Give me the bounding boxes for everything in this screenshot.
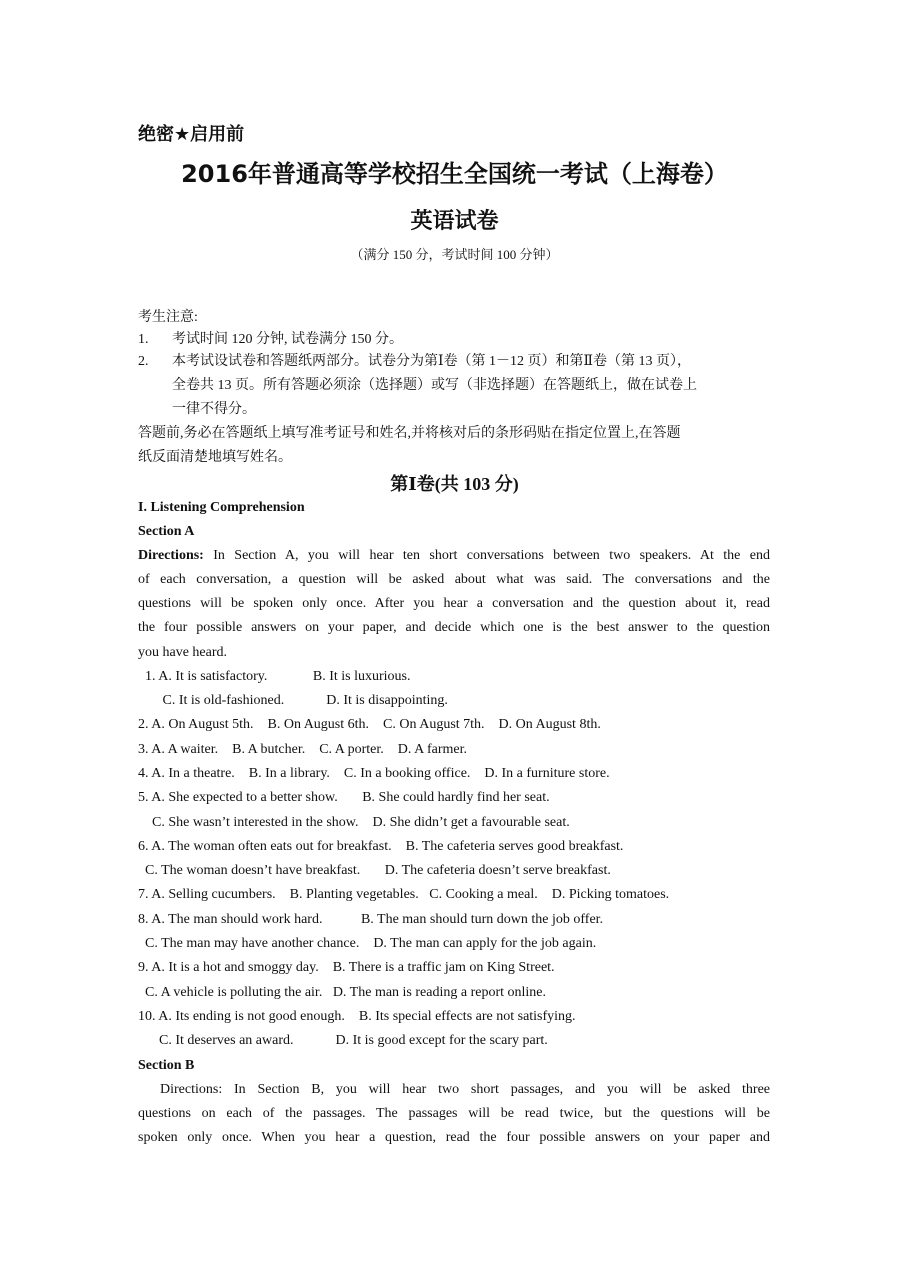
question-line: 3. A. A waiter. B. A butcher. C. A porter. D. A farmer. bbox=[138, 742, 467, 757]
part-title: 第Ⅰ卷(共 103 分) bbox=[390, 474, 519, 494]
section-a-heading: Section A bbox=[138, 524, 195, 539]
subject-title: 英语试卷 bbox=[410, 209, 499, 234]
directions-a-line-5: you have heard. bbox=[138, 645, 228, 660]
notice-item-1-text: 考试时间 120 分钟, 试卷满分 150 分。 bbox=[172, 332, 403, 347]
notice-item-2-line-2: 全卷共 13 页。所有答题必须涂（选择题）或写（非选择题）在答题纸上，做在试卷上 bbox=[172, 378, 697, 393]
directions-a-line-1 bbox=[138, 546, 770, 566]
notice-item-2-number: 2. bbox=[138, 354, 149, 369]
question-line: 1. A. It is satisfactory. B. It is luxurious. bbox=[138, 669, 411, 684]
notice-item-2 bbox=[138, 352, 691, 372]
directions-a-line-3: questions will be spoken only once. After you hear a conversation and the question about it, read bbox=[138, 596, 770, 611]
directions-a-line-2: of each conversation, a question will be asked about what was said. The conversations and the bbox=[138, 572, 770, 587]
notice-item-1-number: 1. bbox=[138, 332, 149, 347]
section-heading: I. Listening Comprehension bbox=[138, 500, 305, 515]
notice-item-2-line-3: 一律不得分。 bbox=[172, 402, 256, 417]
question-line: C. A vehicle is polluting the air. D. The man is reading a report online. bbox=[138, 985, 546, 1000]
question-line: C. The man may have another chance. D. The man can apply for the job again. bbox=[138, 936, 597, 951]
question-line: 7. A. Selling cucumbers. B. Planting vegetables. C. Cooking a meal. D. Picking tomatoes. bbox=[138, 887, 670, 902]
notice-heading: 考生注意: bbox=[138, 310, 198, 325]
question-line: C. She wasn’t interested in the show. D. She didn’t get a favourable seat. bbox=[138, 815, 570, 830]
directions-b-line-3: spoken only once. When you hear a question, read the four possible answers on your paper and bbox=[138, 1130, 770, 1145]
notice-paragraph-line-1: 答题前,务必在答题纸上填写准考证号和姓名,并将核对后的条形码贴在指定位置上,在答题 bbox=[138, 426, 681, 441]
question-line: C. The woman doesn’t have breakfast. D. The cafeteria doesn’t serve breakfast. bbox=[138, 863, 611, 878]
directions-b-line-1: Directions: In Section B, you will hear two short passages, and you will be asked three bbox=[160, 1082, 770, 1097]
question-line: C. It deserves an award. D. It is good except for the scary part. bbox=[138, 1033, 548, 1048]
question-line: C. It is old-fashioned. D. It is disappointing. bbox=[138, 693, 448, 708]
section-b-heading: Section B bbox=[138, 1058, 195, 1073]
exam-title: 2016年普通高等学校招生全国统一考试（上海卷） bbox=[181, 160, 728, 188]
question-line: 4. A. In a theatre. B. In a library. C. In a booking office. D. In a furniture store. bbox=[138, 766, 610, 781]
directions-a-line-4: the four possible answers on your paper, and decide which one is the best answer to the question bbox=[138, 620, 770, 635]
question-line: 2. A. On August 5th. B. On August 6th. C. On August 7th. D. On August 8th. bbox=[138, 717, 601, 732]
question-line: 8. A. The man should work hard. B. The man should turn down the job offer. bbox=[138, 912, 604, 927]
question-line: 9. A. It is a hot and smoggy day. B. There is a traffic jam on King Street. bbox=[138, 960, 555, 975]
directions-label: Directions: bbox=[138, 548, 204, 563]
question-line: 6. A. The woman often eats out for breakfast. B. The cafeteria serves good breakfast. bbox=[138, 839, 624, 854]
directions-a-text-1: In Section A, you will hear ten short conversations between two speakers. At the end bbox=[203, 548, 770, 563]
notice-paragraph-line-2: 纸反面清楚地填写姓名。 bbox=[138, 450, 292, 465]
confidential-label: 绝密★启用前 bbox=[138, 124, 245, 145]
question-line: 5. A. She expected to a better show. B. She could hardly find her seat. bbox=[138, 790, 550, 805]
score-note: （满分 150 分，考试时间 100 分钟） bbox=[350, 247, 559, 262]
notice-item-1 bbox=[138, 330, 403, 350]
question-line: 10. A. Its ending is not good enough. B. Its special effects are not satisfying. bbox=[138, 1009, 576, 1024]
notice-item-2-text-1: 本考试设试卷和答题纸两部分。试卷分为第Ⅰ卷（第 1－12 页）和第Ⅱ卷（第 13 页）， bbox=[172, 354, 692, 369]
directions-b-line-2: questions on each of the passages. The passages will be read twice, but the questions will be bbox=[138, 1106, 770, 1121]
